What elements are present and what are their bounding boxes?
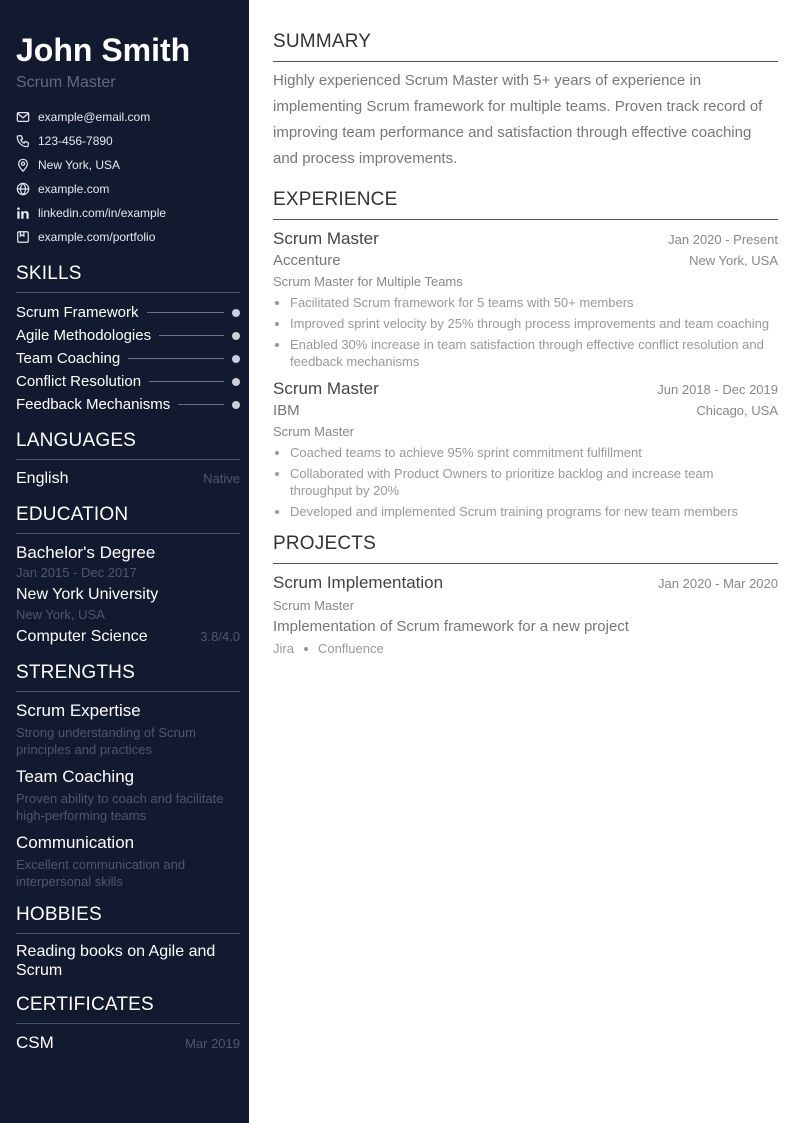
job-title: Scrum Master <box>273 229 379 248</box>
tag-separator <box>304 647 308 651</box>
job-company: IBM <box>273 402 300 419</box>
contact-website[interactable] <box>16 177 240 201</box>
project-header <box>273 572 778 594</box>
skill-name: Feedback Mechanisms <box>16 396 171 413</box>
strength-item <box>16 766 240 824</box>
email-icon <box>16 110 30 124</box>
education-field-row <box>16 626 240 648</box>
main-content <box>249 0 794 1123</box>
phone-icon <box>16 134 30 148</box>
job-subtitle: Scrum Master for Multiple Teams <box>273 274 463 289</box>
skill-line <box>147 312 224 313</box>
project-tag: Confluence <box>317 641 384 656</box>
job-dates: Jun 2018 - Dec 2019 <box>657 382 778 397</box>
project-tag: Jira <box>273 641 294 656</box>
summary-text: Highly experienced Scrum Master with 5+ years of experience in implementing Scrum framework for multiple teams. Proven track record of improving team performance and satisfaction through effective coaching and process improvements. <box>273 72 763 167</box>
job-header <box>273 228 778 250</box>
contact-list <box>16 105 240 249</box>
job-bullet: • Coached teams to achieve 95% sprint commitment fulfillment <box>290 444 778 461</box>
contact-text: example.com <box>38 182 110 196</box>
skill-dot <box>232 401 240 409</box>
education-school: New York University <box>16 586 159 603</box>
summary-heading: SUMMARY <box>273 30 778 62</box>
job-header <box>273 378 778 400</box>
contact-text: 123-456-7890 <box>38 134 113 148</box>
certificate-date: Mar 2019 <box>185 1036 240 1051</box>
hobby-item: Reading books on Agile and Scrum <box>16 943 216 979</box>
strength-title: Communication <box>16 833 135 852</box>
project-entry <box>273 572 778 660</box>
education-dates: Jan 2015 - Dec 2017 <box>16 565 137 580</box>
globe-icon <box>16 182 30 196</box>
experience-entry <box>273 378 778 520</box>
candidate-title: Scrum Master <box>16 74 116 91</box>
contact-email[interactable] <box>16 105 240 129</box>
skill-dot <box>232 332 240 340</box>
language-item <box>16 468 240 490</box>
hobbies-heading: HOBBIES <box>16 904 240 934</box>
job-bullets <box>273 444 778 520</box>
linkedin-icon <box>16 206 30 220</box>
project-title: Scrum Implementation <box>273 573 444 592</box>
strengths-heading: STRENGTHS <box>16 662 240 692</box>
skill-item <box>16 393 240 416</box>
contact-portfolio[interactable] <box>16 225 240 249</box>
certificate-name: CSM <box>16 1033 54 1052</box>
job-dates: Jan 2020 - Present <box>668 232 778 247</box>
skill-line <box>159 335 224 336</box>
portfolio-icon <box>16 230 30 244</box>
skill-item <box>16 301 240 324</box>
skill-name: Team Coaching <box>16 350 121 367</box>
job-company-row <box>273 400 778 422</box>
skills-heading: SKILLS <box>16 263 240 293</box>
contact-text: example@email.com <box>38 110 151 124</box>
job-bullet: • Developed and implemented Scrum training programs for new team members <box>290 503 778 520</box>
job-subtitle: Scrum Master <box>273 424 354 439</box>
projects-heading: PROJECTS <box>273 532 778 564</box>
strength-desc: Strong understanding of Scrum principles and practices <box>16 725 196 757</box>
strength-item <box>16 832 240 890</box>
skill-dot <box>232 309 240 317</box>
strength-desc: Proven ability to coach and facilitate high-performing teams <box>16 791 224 823</box>
job-location: New York, USA <box>689 253 778 268</box>
skill-line <box>128 358 224 359</box>
job-bullet: • Facilitated Scrum framework for 5 teams with 50+ members <box>290 294 778 311</box>
skills-list <box>16 301 240 416</box>
contact-phone[interactable] <box>16 129 240 153</box>
education-location: New York, USA <box>16 607 105 622</box>
sidebar <box>0 0 249 1123</box>
languages-heading: LANGUAGES <box>16 430 240 460</box>
candidate-name: John Smith <box>16 32 191 68</box>
skill-item <box>16 347 240 370</box>
job-bullet: • Enabled 30% increase in team satisfaction through effective conflict resolution and feedback mechanisms <box>290 336 778 370</box>
strength-item <box>16 700 240 758</box>
contact-linkedin[interactable] <box>16 201 240 225</box>
strength-desc: Excellent communication and interpersonal skills <box>16 857 186 889</box>
skill-name: Conflict Resolution <box>16 373 142 390</box>
language-name: English <box>16 470 69 487</box>
strength-title: Scrum Expertise <box>16 701 141 720</box>
certificate-item <box>16 1032 240 1054</box>
education-heading: EDUCATION <box>16 504 240 534</box>
contact-location <box>16 153 240 177</box>
project-tags <box>273 638 778 660</box>
project-role: Scrum Master <box>273 598 354 613</box>
job-company: Accenture <box>273 252 341 269</box>
strength-title: Team Coaching <box>16 767 135 786</box>
education-entry <box>16 542 240 648</box>
education-degree: Bachelor's Degree <box>16 543 156 562</box>
job-bullet: • Collaborated with Product Owners to prioritize backlog and increase team throughput by 20% <box>290 465 778 499</box>
job-bullet: • Improved sprint velocity by 25% through process improvements and team coaching <box>290 315 778 332</box>
contact-text: New York, USA <box>38 158 121 172</box>
contact-text: example.com/portfolio <box>38 230 156 244</box>
skill-name: Scrum Framework <box>16 304 139 321</box>
skill-item <box>16 324 240 347</box>
experience-heading: EXPERIENCE <box>273 188 778 220</box>
skill-name: Agile Methodologies <box>16 327 152 344</box>
skill-dot <box>232 378 240 386</box>
language-level: Native <box>203 471 240 486</box>
skill-dot <box>232 355 240 363</box>
skill-line <box>149 381 224 382</box>
project-dates: Jan 2020 - Mar 2020 <box>658 576 778 591</box>
job-location: Chicago, USA <box>696 403 778 418</box>
certificates-heading: CERTIFICATES <box>16 994 240 1024</box>
project-description: Implementation of Scrum framework for a new project <box>273 618 629 635</box>
education-gpa: 3.8/4.0 <box>200 629 240 644</box>
contact-text: linkedin.com/in/example <box>38 206 167 220</box>
education-field: Computer Science <box>16 628 148 645</box>
experience-entry <box>273 228 778 370</box>
job-company-row <box>273 250 778 272</box>
job-bullets <box>273 294 778 370</box>
skill-line <box>178 404 224 405</box>
location-icon <box>16 158 30 172</box>
job-title: Scrum Master <box>273 379 379 398</box>
skill-item <box>16 370 240 393</box>
